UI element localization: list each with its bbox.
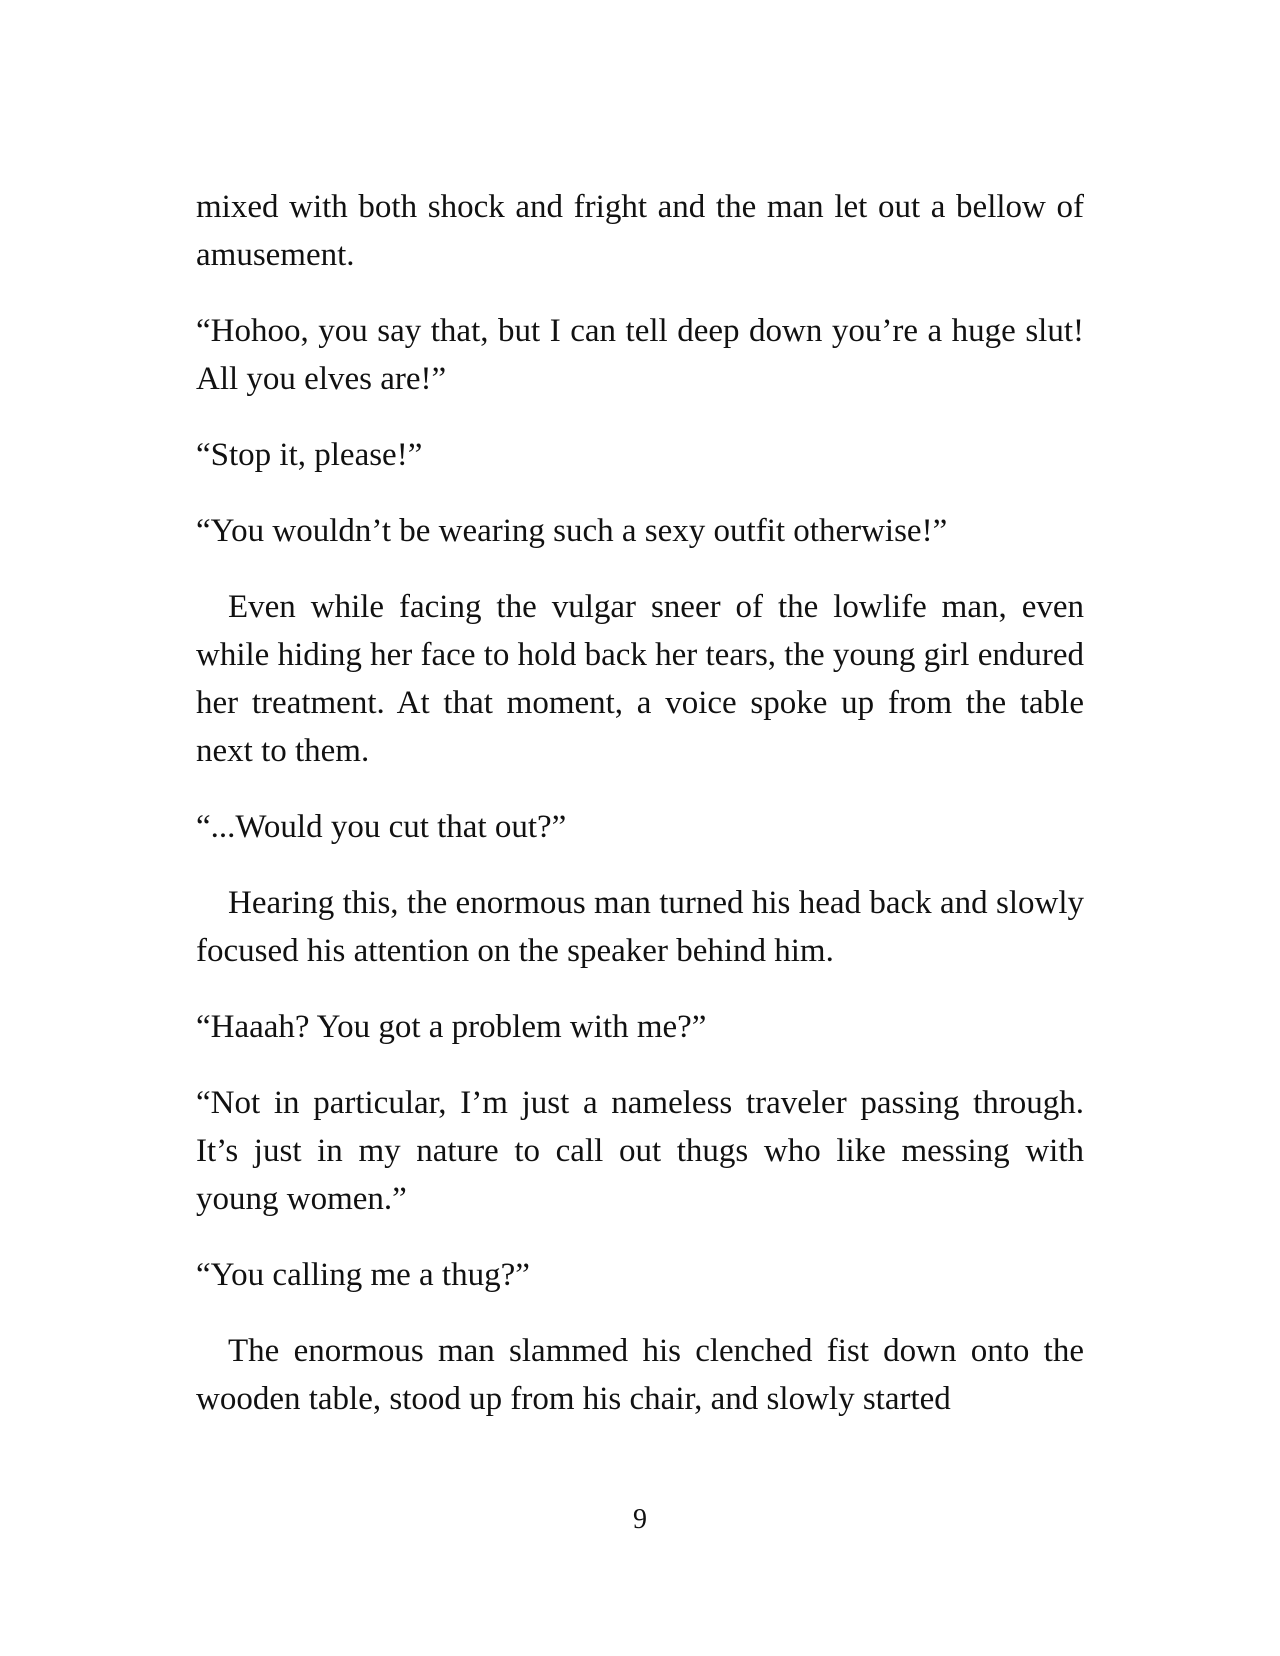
paragraph: “...Would you cut that out?” bbox=[196, 809, 567, 845]
page-number: 9 bbox=[633, 1504, 647, 1535]
paragraph: Even while facing the vulgar sneer of the lowlife man, even while hiding her face to hold back her tears, the young girl endured her treatment. At that moment, a voice spoke up from the table next to them. bbox=[196, 589, 1084, 769]
paragraph: “Hohoo, you say that, but I can tell deep down you’re a huge slut! All you elves are!” bbox=[196, 313, 1084, 397]
paragraph: “You wouldn’t be wearing such a sexy outfit otherwise!” bbox=[196, 513, 948, 549]
paragraph: Hearing this, the enormous man turned his head back and slowly focused his attention on the speaker behind him. bbox=[196, 885, 1084, 969]
paragraph: mixed with both shock and fright and the man let out a bellow of amusement. bbox=[196, 189, 1084, 273]
paragraph: “You calling me a thug?” bbox=[196, 1257, 530, 1293]
paragraph: The enormous man slammed his clenched fist down onto the wooden table, stood up from his chair, and slowly started bbox=[196, 1333, 1084, 1417]
body-text bbox=[196, 183, 1084, 1451]
paragraph: “Haaah? You got a problem with me?” bbox=[196, 1009, 707, 1045]
paragraph: “Not in particular, I’m just a nameless traveler passing through. It’s just in my nature to call out thugs who like messing with young women.” bbox=[196, 1085, 1084, 1217]
paragraph: “Stop it, please!” bbox=[196, 437, 423, 473]
